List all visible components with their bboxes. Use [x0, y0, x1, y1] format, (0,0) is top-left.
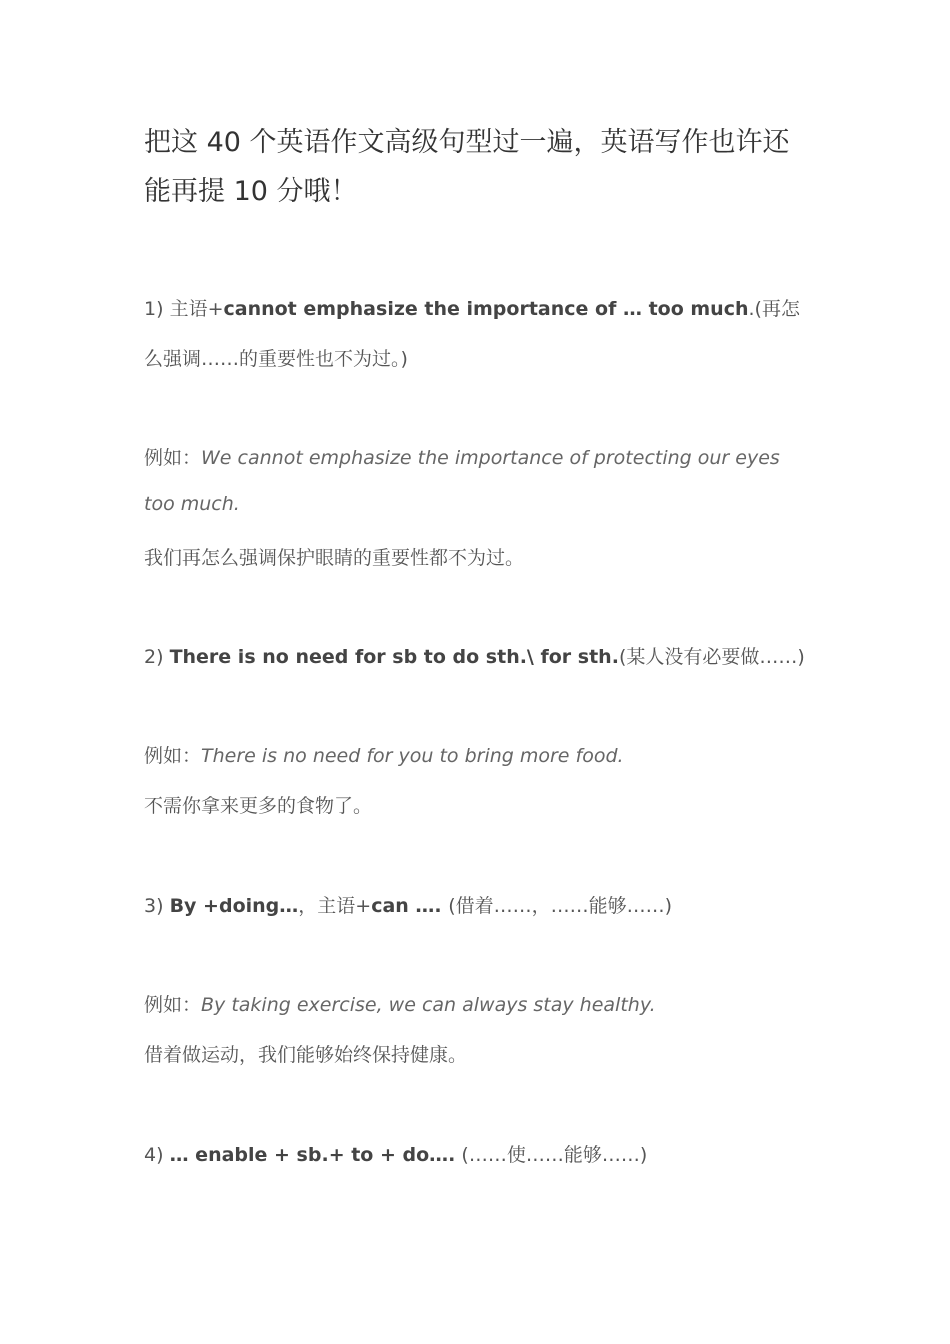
item-meaning: (某人没有必要做……)	[618, 646, 805, 668]
item-subject: 主语+	[169, 298, 224, 320]
item-number: 1)	[144, 298, 164, 320]
item-3-translation: 借着做运动，我们能够始终保持健康。	[144, 1044, 468, 1066]
example-label: 例如：	[144, 994, 202, 1016]
item-pattern-b: can ….	[371, 895, 449, 917]
item-number: 4)	[144, 1144, 164, 1166]
example-label: 例如：	[144, 447, 202, 469]
example-label: 例如：	[144, 745, 202, 767]
item-1-example-cont	[144, 493, 240, 515]
item-pattern: … enable + sb.+ to + do….	[169, 1144, 456, 1166]
item-pattern-a: By +doing…	[169, 895, 299, 917]
item-number: 2)	[144, 646, 164, 668]
item-subject: ，主语+	[298, 895, 372, 917]
item-1-translation: 我们再怎么强调保护眼睛的重要性都不为过。	[144, 547, 525, 569]
item-1-heading	[144, 294, 800, 321]
item-2-example	[144, 741, 624, 768]
item-pattern: cannot emphasize the importance of … too much	[223, 298, 749, 320]
item-meaning: .(再怎	[748, 298, 800, 320]
example-sentence-cont: too much.	[144, 493, 240, 515]
item-1-example	[144, 443, 780, 470]
article-title: 把这 40 个英语作文高级句型过一遍，英语写作也许还能再提 10 分哦！	[144, 127, 790, 207]
item-4-heading	[144, 1140, 647, 1167]
item-3-heading	[144, 891, 672, 918]
item-number: 3)	[144, 895, 164, 917]
example-sentence: We cannot emphasize the importance of protecting our eyes	[201, 447, 780, 469]
item-2-heading	[144, 642, 805, 669]
item-2-translation: 不需你拿来更多的食物了。	[144, 795, 373, 817]
item-3-example	[144, 990, 656, 1017]
example-sentence: There is no need for you to bring more food.	[201, 745, 624, 767]
item-pattern: There is no need for sb to do sth.\ for sth.	[169, 646, 619, 668]
item-1-meaning-cont: 么强调……的重要性也不为过。)	[144, 348, 408, 370]
example-sentence: By taking exercise, we can always stay healthy.	[201, 994, 656, 1016]
item-meaning: (……使……能够……)	[455, 1144, 648, 1166]
item-meaning: (借着……，……能够……)	[448, 895, 673, 917]
